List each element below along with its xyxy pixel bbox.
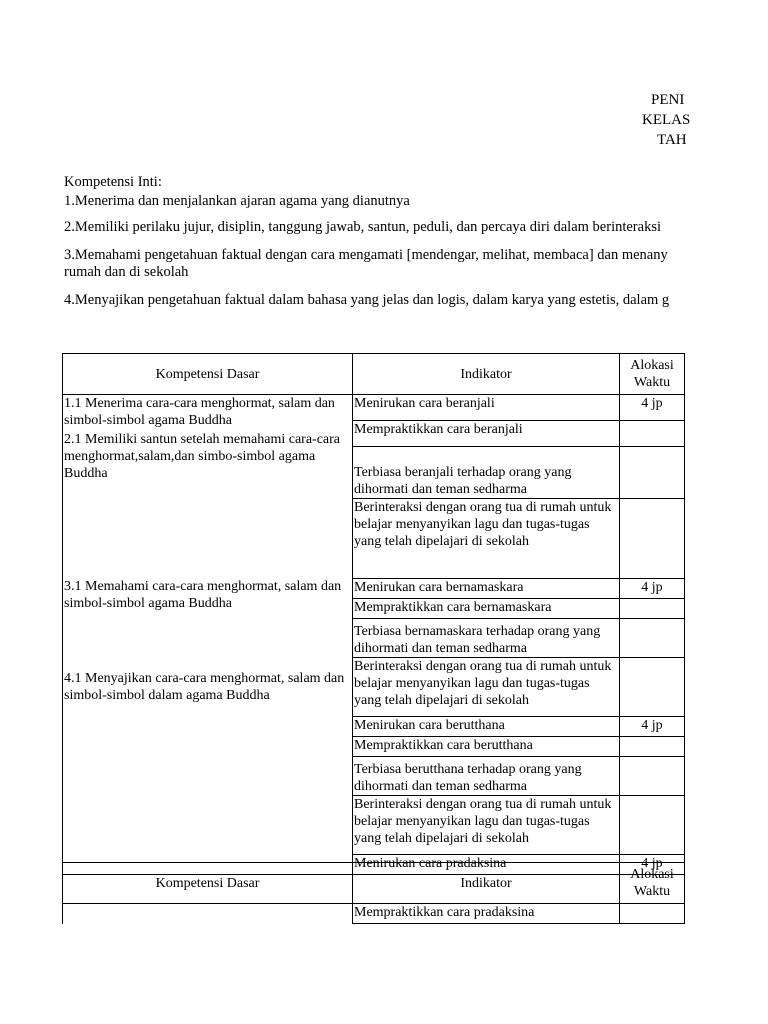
kd-cell [63,904,353,924]
kompetensi-dasar-table-continued [62,862,685,924]
indikator-cell: Mempraktikkan cara berutthana [353,736,620,756]
indikator-cell: Menirukan cara pradaksina [353,854,620,874]
waktu-cell: 4 jp [620,854,685,874]
waktu-cell [620,756,685,795]
kompetensi-dasar-table [62,353,685,875]
kd-1-1-text: 1.1 Menerima cara-cara menghormat, salam dan simbol-simbol agama Buddha [64,396,335,428]
waktu-cell: 4 jp [620,716,685,736]
indikator-cell: Terbiasa berutthana terhadap orang yang dihormati dan teman sedharma [353,756,620,795]
waktu-cell: 4 jp [620,395,685,421]
indikator-cell: Menirukan cara beranjali [353,395,620,421]
kompetensi-inti-item-1: 1.Menerima dan menjalankan ajaran agama yang dianutnya [64,193,410,209]
kd-2-1-text: 2.1 Memiliki santun setelah memahami cara-cara menghormat,salam,dan simbo-simbol agama Buddha [64,432,341,481]
header-indikator: Indikator [353,863,620,904]
waktu-cell [620,795,685,854]
kompetensi-inti-item-2: 2.Memiliki perilaku jujur, disiplin, tanggung jawab, santun, peduli, dan percaya diri dalam berinteraksi [64,219,661,235]
waktu-cell [620,447,685,498]
waktu-cell [620,618,685,657]
waktu-cell [620,657,685,716]
indikator-cell: Mempraktikkan cara bernamaskara [353,598,620,618]
table-header-row [63,863,685,904]
document-header-line-3: TAH [657,132,687,148]
table-header-row [63,354,685,395]
table-row [63,395,685,421]
kompetensi-inti-item-3-line-1: 3.Memahami pengetahuan faktual dengan cara mengamati [mendengar, melihat, membaca] dan menany [64,247,668,263]
indikator-cell: Mempraktikkan cara pradaksina [353,904,620,924]
kompetensi-inti-title: Kompetensi Inti: [64,174,162,190]
waktu-cell [620,498,685,578]
header-kompetensi-dasar: Kompetensi Dasar [63,354,353,395]
indikator-cell: Berinteraksi dengan orang tua di rumah untuk belajar menyanyikan lagu dan tugas-tugas yang telah dipelajari di sekolah [353,795,620,854]
header-alokasi-waktu: Alokasi Waktu [620,354,685,395]
kd-cell-group-2 [63,578,353,874]
indikator-cell: Berinteraksi dengan orang tua di rumah untuk belajar menyanyikan lagu dan tugas-tugas yang telah dipelajari di sekolah [353,657,620,716]
waktu-cell [620,598,685,618]
header-alokasi-waktu: Alokasi Waktu [620,863,685,904]
indikator-cell: Berinteraksi dengan orang tua di rumah untuk belajar menyanyikan lagu dan tugas-tugas yang telah dipelajari di sekolah [353,498,620,578]
document-header-line-2: KELAS [642,112,691,128]
document-header-line-1: PENI [651,92,685,108]
kompetensi-inti-item-3-line-2: rumah dan di sekolah [64,264,189,280]
indikator-cell: Terbiasa bernamaskara terhadap orang yang dihormati dan teman sedharma [353,618,620,657]
kd-cell-group-1 [63,395,353,579]
kd-3-1-text: 3.1 Memahami cara-cara menghormat, salam dan simbol-simbol agama Buddha [64,579,342,611]
waktu-cell [620,904,685,924]
indikator-cell: Terbiasa beranjali terhadap orang yang dihormati dan teman sedharma [353,447,620,498]
header-indikator: Indikator [353,354,620,395]
waktu-cell [620,736,685,756]
waktu-cell: 4 jp [620,578,685,598]
table-row [63,904,685,924]
table-row [63,578,685,598]
kd-4-1-text: 4.1 Menyajikan cara-cara menghormat, salam dan simbol-simbol dalam agama Buddha [64,671,345,703]
header-kompetensi-dasar: Kompetensi Dasar [63,863,353,904]
indikator-cell: Menirukan cara bernamaskara [353,578,620,598]
kompetensi-inti-item-3 [64,247,686,281]
indikator-cell: Mempraktikkan cara beranjali [353,421,620,447]
waktu-cell [620,421,685,447]
indikator-cell: Menirukan cara berutthana [353,716,620,736]
kompetensi-inti-item-4: 4.Menyajikan pengetahuan faktual dalam bahasa yang jelas dan logis, dalam karya yang estetis, dalam g [64,292,670,308]
